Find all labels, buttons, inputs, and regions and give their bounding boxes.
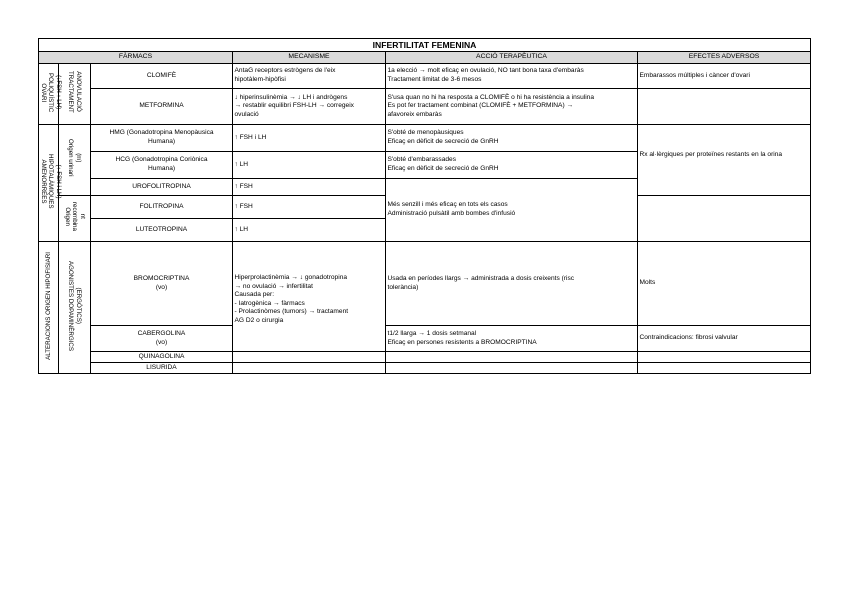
group-ovari-poliquistic: OVARI POLIQUÍSTIC (↓FSH ↑ LH) (39, 64, 59, 125)
header-efectes: EFECTES ADVERSOS (638, 52, 811, 64)
efectes-quinagolina (638, 352, 811, 363)
mecanisme-hmg: ↑ FSH i LH (233, 125, 386, 152)
header-mecanisme: MECANISME (233, 52, 386, 64)
drug-clomife: CLOMIFÈ (91, 64, 233, 89)
efectes-clomife: Embarassos múltiples i càncer d'ovari (638, 64, 811, 89)
efectes-lisurida (638, 363, 811, 374)
efectes-rx-allergiques: Rx al·lèrgiques per proteïnes restants en la orina (638, 125, 811, 196)
header-farmacs: FÀRMACS (39, 52, 233, 64)
mecanisme-metformina: ↓ hiperinsulinèmia → ↓ LH i andrògens → restablir equilibri FSH-LH → corregeix ovulació (233, 89, 386, 125)
table-title: INFERTILITAT FEMENINA (39, 39, 811, 52)
accio-clomife: 1a elecció → molt eficaç en ovulació, NO tant bona taxa d'embaràs Tractament limitat de 3-6 mesos (386, 64, 638, 89)
accio-lisurida (386, 363, 638, 374)
group-amenorrees-hipotalamiques: AMENORREES HIPOTALÀMIQUES (↑ FSH i LH) (39, 125, 59, 242)
accio-cabergolina: t1/2 llarga → 1 dosis setmanal Eficaç en persones resistents a BROMOCRIPTINA (386, 326, 638, 352)
header-accio: ACCIÓ TERAPÈUTICA (386, 52, 638, 64)
drug-lisurida: LISURIDA (91, 363, 233, 374)
mecanisme-luteotropina: ↑ LH (233, 219, 386, 242)
mecanisme-clomife: AntaG receptors estrògens de l'eix hipotàlem-hipòfisi (233, 64, 386, 89)
group-origen-urinari: Origen urinari (m) (59, 125, 91, 196)
infertility-table (38, 38, 811, 374)
drug-luteotropina: LUTEOTROPINA (91, 219, 233, 242)
drug-metformina: METFORMINA (91, 89, 233, 125)
accio-folitropina: Més senzill i més eficaç en tots els casos Administració pulsàtil amb bombes d'infusió (386, 179, 638, 242)
mecanisme-hcg: ↑ LH (233, 152, 386, 179)
accio-metformina: S'usa quan no hi ha resposta a CLOMIFÈ o hi ha resistència a insulina Es pot fer tractament combinat (CLOMIFÈ + METFORMINA) → afavoreix embaràs (386, 89, 638, 125)
mecanisme-folitropina: ↑ FSH (233, 196, 386, 219)
drug-hmg: HMG (Gonadotropina Menopàusica Humana) (91, 125, 233, 152)
accio-hcg: S'obté d'embarassades Eficaç en dèficit de secreció de GnRH (386, 152, 638, 179)
accio-bromocriptina: Usada en períodes llargs → administrada a dosis creixents (risc tolerància) (386, 242, 638, 326)
drug-urofolitropina: UROFOLITROPINA (91, 179, 233, 196)
mecanisme-lisurida (233, 363, 386, 374)
drug-folitropina: FOLITROPINA (91, 196, 233, 219)
efectes-cabergolina: Contraindicacions: fibrosi valvular (638, 326, 811, 352)
accio-quinagolina (386, 352, 638, 363)
efectes-bromocriptina: Molts (638, 242, 811, 326)
group-tractament-anovulacio: TRACTAMENT ANOVULACIÓ (59, 64, 91, 125)
drug-cabergolina: CABERGOLINA (vo) (91, 326, 233, 352)
efectes-recombinant (638, 196, 811, 242)
group-alteracions-hipofisiari: ALTERACIONS ORIGEN HIPOFISIARI (39, 242, 59, 374)
drug-quinagolina: QUINAGOLINA (91, 352, 233, 363)
drug-bromocriptina: BROMOCRIPTINA (vo) (91, 242, 233, 326)
group-origen-recombinant: Origen recombina nt (59, 196, 91, 242)
efectes-metformina (638, 89, 811, 125)
mecanisme-urofolitropina: ↑ FSH (233, 179, 386, 196)
drug-hcg: HCG (Gonadotropina Coriònica Humana) (91, 152, 233, 179)
mecanisme-dopaminergics: Hiperprolactinèmia → ↓ gonadotropina → no ovulació → infertilitat Causada per: - Iatrogènica → fàrmacs - Prolactinòmes (tumors) → tractament AG D2 o cirurgia (233, 242, 386, 352)
group-agonistes-dopaminergics: AGONISTES DOPAMINÈRGICS (ERGÒTICS) (59, 242, 91, 374)
mecanisme-quinagolina (233, 352, 386, 363)
accio-hmg: S'obté de menopàusiques Eficaç en dèficit de secreció de GnRH (386, 125, 638, 152)
